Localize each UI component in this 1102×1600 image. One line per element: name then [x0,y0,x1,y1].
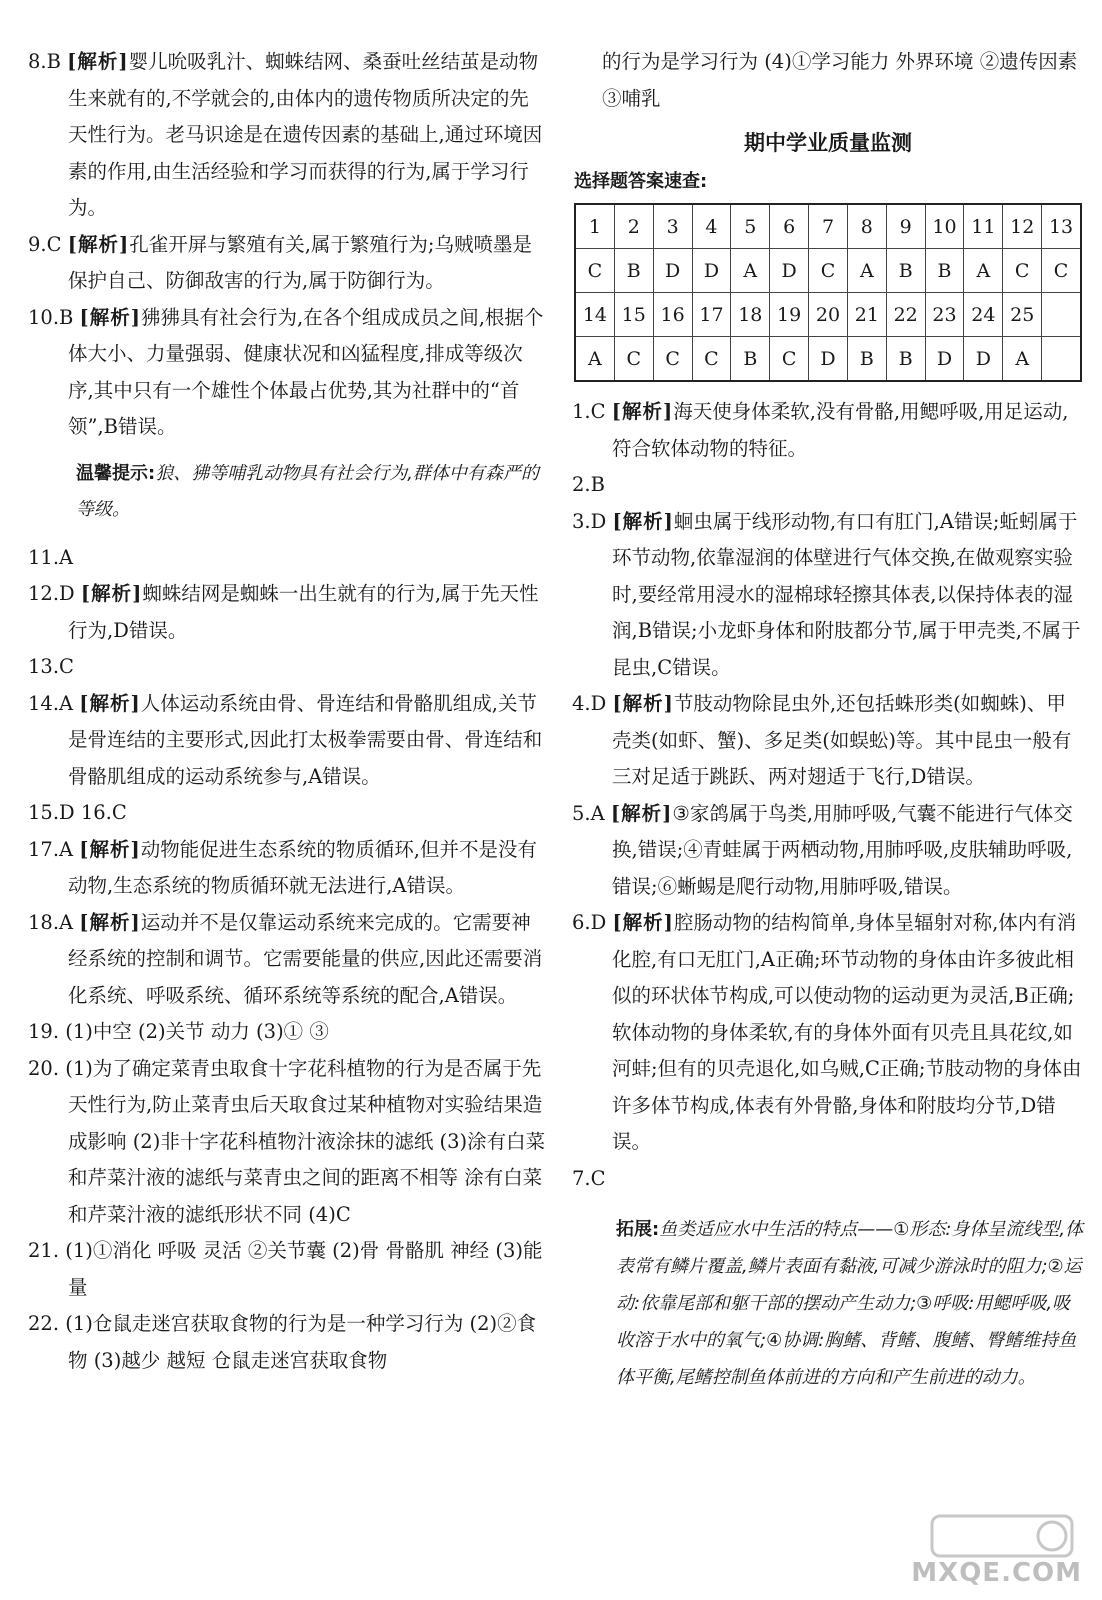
watermark-text: MXQE.COM [911,1558,1082,1588]
answer-table-cell: C [1003,249,1042,293]
answer-table-cell: 10 [925,204,964,249]
answer-number: 21. [28,1239,60,1262]
answer-number: 5.A [572,801,605,825]
answer-table-cell [1042,337,1081,382]
answer-item [28,649,548,686]
analysis-tag: [解析] [79,691,141,715]
answer-table-cell: A [847,249,886,293]
right-items [572,394,1084,1197]
answer-number: 13.C [28,655,74,678]
answer-number: 11.A [28,545,74,569]
ext-label: 拓展: [616,1219,660,1240]
answer-table-cell: B [886,337,925,382]
answer-number: 10.B [28,305,74,329]
answer-number: 19. [28,1020,60,1043]
answer-table-cell: C [770,337,809,382]
answer-item [28,686,548,796]
answer-number: 22. [28,1312,60,1335]
answer-text: 节肢动物除昆虫外,还包括蛛形类(如蜘蛛)、甲壳类(如虾、蟹)、多足类(如蜈蚣)等。其中昆虫一般有三对足适于跳跃、两对翅适于飞行,D错误。 [612,692,1072,788]
answer-table-cell: C [614,337,653,382]
answer-table-cell: 3 [653,204,692,249]
answer-table-cell: 13 [1042,204,1081,249]
answer-table-cell: 25 [1003,293,1042,337]
answer-item [28,227,548,300]
answer-text: (1)仓鼠走迷宫获取食物的行为是一种学习行为 (2)②食物 (3)越少 越短 仓鼠走迷宫获取食物 [65,1312,537,1372]
answer-number: 20. [28,1056,60,1080]
answer-table-cell: 7 [809,204,848,249]
analysis-tag: [解析] [611,400,674,423]
answer-text: ③家鸽属于鸟类,用肺呼吸,气囊不能进行气体交换,错误;④青蛙属于两栖动物,用肺呼吸,皮肤辅助呼吸,错误;⑥蜥蜴是爬行动物,用肺呼吸,错误。 [612,801,1073,898]
answer-text: 婴儿吮吸乳汁、蜘蛛结网、桑蚕吐丝结茧是动物生来就有的,不学就会的,由体内的遗传物质所决定的先天性行为。老马识途是在遗传因素的基础上,通过环境因素的作用,由生活经验和学习而获得的行为,属于学习行为。 [68,50,543,219]
answer-table-cell: B [731,337,770,382]
answer-item [572,1161,1084,1198]
answer-table-cell: 20 [809,293,848,337]
answer-item [28,1051,548,1234]
answer-table-cell: 1 [575,204,614,249]
answer-table-row [575,249,1081,293]
analysis-tag: [解析] [67,50,129,73]
extension-box [572,1211,1084,1396]
answer-item [572,394,1084,467]
answer-table-cell: 24 [964,293,1003,337]
answer-item [28,1233,548,1306]
answer-text: 运动并不是仅靠运动系统来完成的。它需要神经系统的控制和调节。它需要能量的供应,因此还需要消化系统、呼吸系统、循环系统等系统的配合,A错误。 [68,910,543,1007]
answer-text: 动物能促进生态系统的物质循环,但并不是没有动物,生态系统的物质循环就无法进行,A错误。 [68,837,537,897]
answer-table-cell: 14 [575,293,614,337]
answer-table-cell: C [692,337,731,382]
answer-number: 18.A [28,910,74,934]
answer-table-cell: 6 [770,204,809,249]
answer-item [28,832,548,905]
tip-label: 温馨提示: [76,462,156,484]
analysis-tag: [解析] [612,509,674,533]
answer-text: 蛔虫属于线形动物,有口有肛门,A错误;蚯蚓属于环节动物,依靠湿润的体壁进行气体交换,在做观察实验时,要经常用浸水的湿棉球轻擦其体表,以保持体表的湿润,B错误;小龙虾身体和附肢都分节,属于甲壳类,不属于昆虫,C错误。 [612,509,1081,679]
answer-table-cell: C [809,249,848,293]
answer-table-cell: 12 [1003,204,1042,249]
answer-table-cell: D [964,337,1003,382]
answer-table-cell: 17 [692,293,731,337]
answer-item [572,504,1084,687]
answer-table-cell: 11 [964,204,1003,249]
answer-number: 2.B [572,473,605,496]
answer-table-row [575,293,1081,337]
answer-table-cell: D [809,337,848,382]
answer-text: (1)为了确定菜青虫取食十字花科植物的行为是否属于先天性行为,防止菜青虫后天取食过某种植物对实验结果造成影响 (2)非十字花科植物汁液涂抹的滤纸 (3)涂有白菜和芹菜汁液的滤纸与菜青虫之间的距离不相等 涂有白菜和芹菜汁液的滤纸形状不同 (4)C [65,1056,546,1226]
analysis-tag: [解析] [79,305,141,329]
answer-text: 16.C [80,801,127,824]
answer-table-row [575,337,1081,382]
answer-table-cell: 23 [925,293,964,337]
answer-table-cell: B [614,249,653,293]
answer-number: 8.B [28,50,61,73]
answer-table-cell: A [964,249,1003,293]
answer-table-cell: A [731,249,770,293]
left-column [28,44,548,1379]
answer-number: 4.D [572,692,607,715]
answer-table-cell: 15 [614,293,653,337]
answer-table-cell: 16 [653,293,692,337]
answer-table-cell: 4 [692,204,731,249]
answer-item [572,686,1084,796]
answer-table-cell: D [925,337,964,382]
answer-table-cell: C [1042,249,1081,293]
answer-item [572,796,1084,906]
answer-table-cell: B [847,337,886,382]
answer-number: 9.C [28,232,62,256]
answer-text: 腔肠动物的结构简单,身体呈辐射对称,体内有消化腔,有口无肛门,A正确;环节动物的身体由许多彼此相似的环状体节构成,可以使动物的运动更为灵活,B正确;软体动物的身体柔软,有的身体外面有贝壳且具花纹,如河蚌;但有的贝壳退化,如乌贼,C正确;节肢动物的身体由许多体节构成,体表有外骨骼,身体和附肢均分节,D错误。 [612,911,1082,1153]
answer-text: 狒狒具有社会行为,在各个组成成员之间,根据个体大小、力量强弱、健康状况和凶猛程度,排成等级次序,其中只有一个雄性个体最占优势,其为社群中的“首领”,B错误。 [68,305,544,438]
answer-table-cell: 2 [614,204,653,249]
answer-table-row [575,204,1081,249]
answer-text: 海天使身体柔软,没有骨骼,用鳃呼吸,用足运动,符合软体动物的特征。 [612,400,1069,460]
answer-table-cell: D [770,249,809,293]
quick-answer-label: 选择题答案速查: [574,171,708,192]
answer-text: 人体运动系统由骨、骨连结和骨骼肌组成,关节是骨连结的主要形式,因此打太极拳需要由骨、骨连结和骨骼肌组成的运动系统参与,A错误。 [68,691,543,788]
answer-item [28,1014,548,1051]
analysis-tag: [解析] [610,801,673,825]
answer-table [574,203,1082,382]
answer-table-cell: D [653,249,692,293]
right-column [572,44,1084,1396]
answer-text: 蜘蛛结网是蜘蛛一出生就有的行为,属于先天性行为,D错误。 [68,582,539,642]
tip-box [28,456,548,528]
answer-table-cell: 19 [770,293,809,337]
answer-stamp-icon [912,1510,1088,1560]
answer-table-cell: 18 [731,293,770,337]
analysis-tag: [解析] [79,910,141,934]
answer-number: 12.D [28,582,75,605]
analysis-tag: [解析] [79,837,141,861]
answer-table-cell: 9 [886,204,925,249]
answer-number: 15.D [28,801,75,824]
answer-table-cell: B [925,249,964,293]
answer-number: 1.C [572,400,606,423]
watermark [912,1510,1088,1590]
answer-table-cell: 22 [886,293,925,337]
answer-text: (1)中空 (2)关节 动力 (3)① ③ [65,1020,329,1043]
answer-number: 14.A [28,691,74,715]
answer-item [28,1306,548,1379]
answer-item [28,300,548,446]
continued-answer: 的行为是学习行为 (4)①学习能力 外界环境 ②遗传因素 ③哺乳 [602,50,1078,110]
section-title: 期中学业质量监测 [744,131,912,155]
answer-table-cell: A [575,337,614,382]
answer-item [28,795,548,832]
answer-table-cell: 21 [847,293,886,337]
ext-text: 鱼类适应水中生活的特点——①形态:身体呈流线型,体表常有鳞片覆盖,鳞片表面有黏液,可减少游泳时的阻力;②运动:依靠尾部和躯干部的摆动产生动力;③呼吸:用鳃呼吸,吸收溶于水中的氧气;④协调:胸鳍、背鳍、腹鳍、臀鳍维持鱼体平衡,尾鳍控制鱼体前进的方向和产生前进的动力。 [616,1219,1084,1388]
answer-table-cell: C [653,337,692,382]
answer-item [28,905,548,1015]
answer-number: 6.D [572,911,607,934]
answer-item [28,540,548,577]
answer-text: (1)①消化 呼吸 灵活 ②关节囊 (2)骨 骨骼肌 神经 (3)能量 [65,1239,543,1299]
answer-text: 孔雀开屏与繁殖有关,属于繁殖行为;乌贼喷墨是保护自己、防御敌害的行为,属于防御行为。 [68,232,532,292]
answer-item [572,467,1084,504]
answer-table-cell [1042,293,1081,337]
answer-table-cell: C [575,249,614,293]
answer-table-cell: 8 [847,204,886,249]
answer-table-cell: D [692,249,731,293]
answer-item [572,905,1084,1161]
analysis-tag: [解析] [67,232,130,256]
analysis-tag: [解析] [80,582,143,605]
left-items-b [28,540,548,1380]
answer-number: 17.A [28,837,74,861]
analysis-tag: [解析] [612,692,674,715]
answer-number: 3.D [572,509,607,533]
answer-item [28,576,548,649]
answer-table-cell: B [886,249,925,293]
analysis-tag: [解析] [612,911,674,934]
answer-table-cell: A [1003,337,1042,382]
tip-text: 狼、狒等哺乳动物具有社会行为,群体中有森严的等级。 [76,462,539,520]
answer-item [28,44,548,227]
answer-table-cell: 5 [731,204,770,249]
left-items-a [28,44,548,446]
answer-number: 7.C [572,1166,606,1190]
